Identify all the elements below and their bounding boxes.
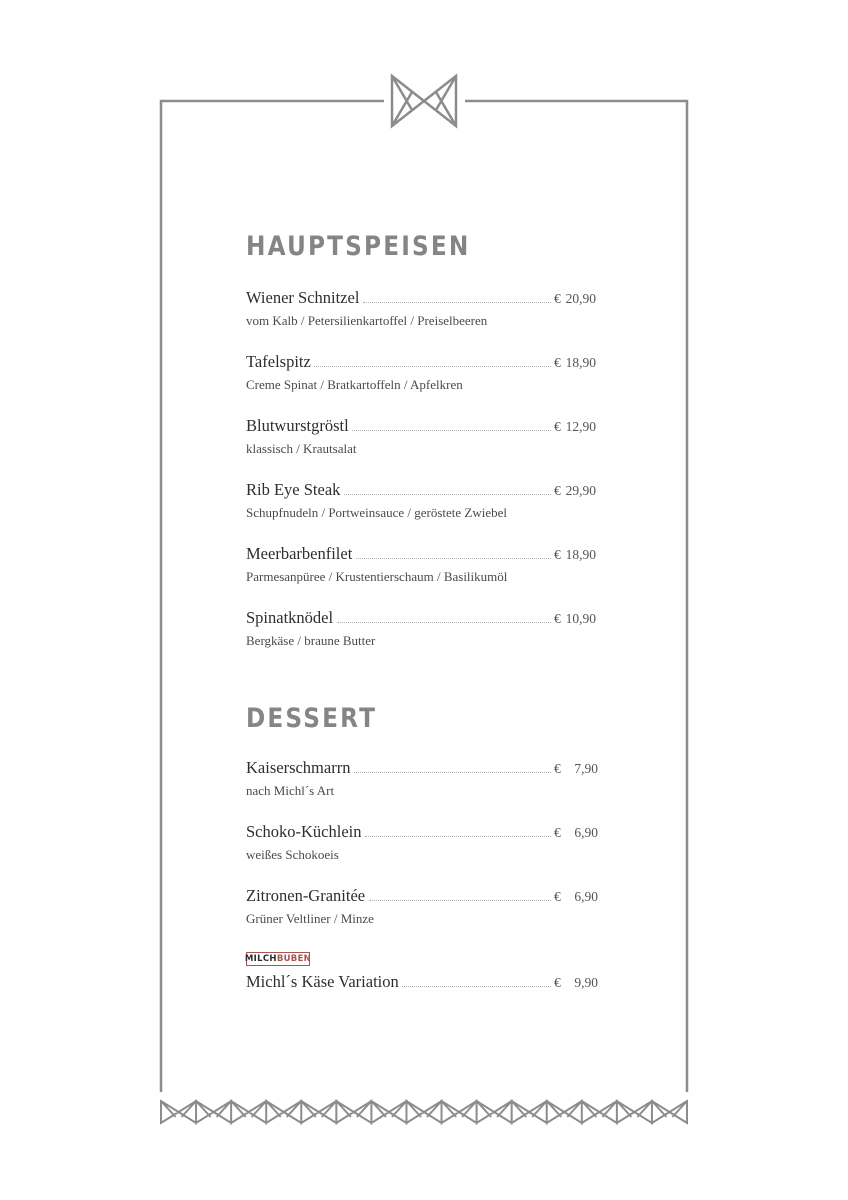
item-description: Creme Spinat / Bratkartoffeln / Apfelkren bbox=[246, 377, 463, 392]
menu-item-blutwurstgroestl bbox=[246, 415, 602, 458]
bow-tie-icon bbox=[392, 76, 456, 126]
item-name: Blutwurstgröstl bbox=[246, 415, 352, 437]
menu-item-tafelspitz bbox=[246, 351, 602, 394]
item-currency: € bbox=[554, 975, 561, 990]
item-price: 10,90 bbox=[565, 611, 596, 626]
item-description: Parmesanpüree / Krustentierschaum / Basilikumöl bbox=[246, 569, 508, 584]
dot-leader bbox=[369, 900, 551, 901]
item-currency: € bbox=[554, 611, 561, 626]
item-currency: € bbox=[554, 889, 561, 904]
menu-item-meerbarbenfilet bbox=[246, 543, 602, 586]
item-description: Schupfnudeln / Portweinsauce / geröstete Zwiebel bbox=[246, 505, 508, 520]
item-price: 7,90 bbox=[574, 761, 598, 776]
item-price: 18,90 bbox=[565, 547, 596, 562]
badge-text-buben: BUBEN bbox=[276, 953, 312, 964]
item-description: Bergkäse / braune Butter bbox=[246, 633, 376, 648]
menu-item-spinatknoedel bbox=[246, 607, 602, 650]
item-name: Zitronen-Granitée bbox=[246, 885, 368, 907]
item-name: Michl´s Käse Variation bbox=[246, 971, 402, 993]
item-currency: € bbox=[554, 825, 561, 840]
dot-leader bbox=[344, 494, 551, 495]
milchbuben-badge bbox=[246, 952, 310, 966]
item-currency: € bbox=[554, 355, 561, 370]
item-name: Rib Eye Steak bbox=[246, 479, 343, 501]
menu-item-schoko-kuechlein bbox=[246, 821, 602, 864]
dot-leader bbox=[363, 302, 551, 303]
item-name: Wiener Schnitzel bbox=[246, 287, 362, 309]
dot-leader bbox=[337, 622, 551, 623]
section-title-dessert: DESSERT bbox=[246, 703, 378, 734]
menu-item-rib-eye-steak bbox=[246, 479, 602, 522]
dot-leader bbox=[352, 430, 551, 431]
item-price: 18,90 bbox=[565, 355, 596, 370]
item-name: Meerbarbenfilet bbox=[246, 543, 355, 565]
item-name: Schoko-Küchlein bbox=[246, 821, 364, 843]
item-name: Tafelspitz bbox=[246, 351, 314, 373]
menu-item-wiener-schnitzel bbox=[246, 287, 602, 330]
item-currency: € bbox=[554, 419, 561, 434]
item-currency: € bbox=[554, 291, 561, 306]
item-name: Kaiserschmarrn bbox=[246, 757, 353, 779]
dot-leader bbox=[314, 366, 551, 367]
section-title-hauptspeisen: HAUPTSPEISEN bbox=[246, 231, 471, 262]
item-price: 6,90 bbox=[574, 825, 598, 840]
item-name: Spinatknödel bbox=[246, 607, 336, 629]
item-price: 12,90 bbox=[565, 419, 596, 434]
item-description: Grüner Veltliner / Minze bbox=[246, 911, 374, 926]
menu-item-kaiserschmarrn bbox=[246, 757, 602, 800]
menu-item-zitronen-granitee bbox=[246, 885, 602, 928]
badge-text-milch: MILCH bbox=[244, 953, 277, 964]
item-price: 29,90 bbox=[565, 483, 596, 498]
item-currency: € bbox=[554, 761, 561, 776]
dot-leader bbox=[356, 558, 551, 559]
bow-tie-pattern bbox=[161, 1101, 687, 1123]
item-currency: € bbox=[554, 547, 561, 562]
item-description: nach Michl´s Art bbox=[246, 783, 335, 798]
item-price: 9,90 bbox=[574, 975, 598, 990]
dot-leader bbox=[365, 836, 551, 837]
bottom-border-pattern bbox=[161, 1101, 687, 1123]
item-currency: € bbox=[554, 483, 561, 498]
item-description: weißes Schokoeis bbox=[246, 847, 339, 862]
item-description: klassisch / Krautsalat bbox=[246, 441, 357, 456]
dot-leader bbox=[354, 772, 551, 773]
item-price: 6,90 bbox=[574, 889, 598, 904]
dot-leader bbox=[402, 986, 551, 987]
item-price: 20,90 bbox=[565, 291, 596, 306]
menu-item-kaese-variation bbox=[246, 971, 602, 993]
item-description: vom Kalb / Petersilienkartoffel / Preiselbeeren bbox=[246, 313, 488, 328]
